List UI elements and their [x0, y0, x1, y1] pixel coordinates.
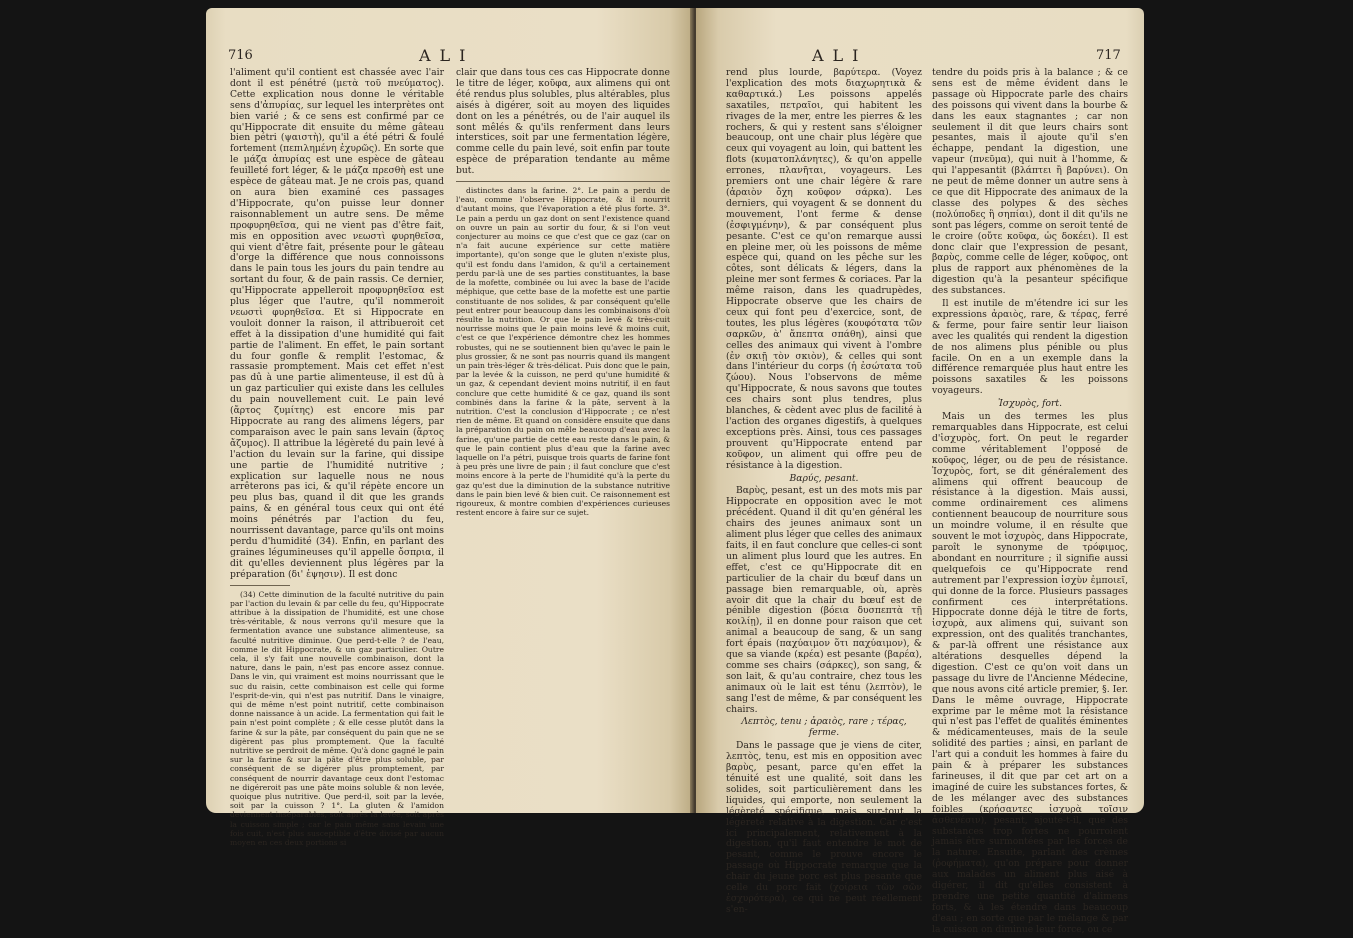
paragraph: Il est inutile de m'étendre ici sur les expressions ἀραιὸς, rare, & τέρας, ferré & ferme, pour faire sentir leur liaison avec les qualités qui rendent la digestion de nos alimens plus pénible ou plus facile. On en a un exemple dans la différence remarquée plus haut entre les poissons saxatiles & les poissons voyageurs.	[932, 298, 1128, 397]
running-header: ALI	[812, 46, 868, 65]
paragraph: l'aliment qu'il contient est chassée avec l'air dont il est pénétré (μετὰ τοῦ πνεύματος). Cette explication nous donne le véritable sens d'ἀπυρίας, sur lequel les interprètes ont bien varié ; & ce sens est confirmé par ce qu'Hippocrate dit ensuite du même gâteau bien pétri (ψαιστὴ), qu'il a été pétri & foulé fortement (πεπιλημένη ἐχυρῶς). En sorte que le μάζα ἀπυρίας est une espèce de gâteau feuilleté fort léger, & le μάζα πρεσθὴ est une espèce de gâteau mat. Je ne crois pas, quand on aura bien examiné ces passages d'Hippocrate, qu'on puisse leur donner raisonnablement un autre sens. De même προφυρηθεῖσα, qui ne vient pas d'être fait, mis en opposition avec νεωστὶ φυρηθεῖσα, qui vient d'être fait, présente pour le gâteau d'orge la différence que nous connoissons dans le pain tous les jours du pain tendre au sortant du four, & de pain rassis. Ce dernier, qu'Hippocrate appelleroit προφυρηθεῖσα est plus léger que l'autre, qu'il nommeroit νεωστὶ φυρηθεῖσα. Et si Hippocrate en vouloit donner la raison, il attribueroit cet effet à la dissipation d'une humidité qui fait partie de l'aliment. En effet, le pain sortant du four gonfle & remplit l'estomac, & rassasie promptement. Mais cet effet n'est pas dû à une partie alimenteuse, il est dû à un gaz particulier qui existe dans les cellules du pain nouvellement cuit. Le pain levé (ἄρτος ζυμίτης) est encore mis par Hippocrate au rang des alimens légers, par comparaison avec le pain sans levain (ἄρτος ἄζυμος). Il attribue la légèreté du pain levé à l'action du levain sur la farine, qui dissipe une partie de l'humidité nutritive ; explication sur laquelle nous ne nous arrêterons pas ici, & qu'il répète encore un peu plus bas, quand il dit que les grands pains, & en général tous ceux qui ont été moins pénétrés par l'action du feu, nourrissent davantage, parce qu'ils ont moins perdu d'humidité (34). Enfin, en parlant des graines légumineuses qu'il appelle ὄσπρια, il dit qu'elles deviennent plus légères par la préparation (δι' ἑψησιν). Il est donc	[230, 67, 444, 580]
paragraph: Mais un des termes les plus remarquables dans Hippocrate, est celui d'ἰσχυρὸς, fort. On peut le regarder comme véritablement l'opposé de κοῦφος, léger, ou de peu de résistance. Ἰσχυρὸς, fort, se dit généralement des alimens qui offrent beaucoup de résistance à la digestion. Mais aussi, comme ordinairement ces alimens contiennent beaucoup de nourriture sous un moindre volume, il en résulte que souvent le mot ἰσχυρὸς, dans Hippocrate, paroît le synonyme de τρόφιμος, abondant en nourriture ; il signifie aussi quelquefois ce qu'Hippocrate rend autrement par l'expression ἰσχὺν ἐμποιεῖ, qui donne de la force. Plusieurs passages confirment ces interprétations. Hippocrate donne déjà le titre de forts, ἰσχυρὰ, aux alimens qui, suivant son expression, ont des qualités tranchantes, & par-là offrent une résistance aux altérations desquelles dépend la digestion. C'est ce qu'on voit dans un passage du livre de l'Ancienne Médecine, que nous avons cité article premier, §. Ier. Dans le même ouvrage, Hippocrate exprime par le même mot la résistance qui n'est pas l'effet de qualités éminentes & médicamenteuses, mais de la seule solidité des parties ; ainsi, en parlant de l'art qui a conduit les hommes à faire du pain & à préparer les substances farineuses, il dit que par cet art on a imaginé de cuire les substances fortes, & de les mélanger avec des substances foibles (κρήσαντες ἰσχυρὰ τοῖσιν ἀσθενέσιν), pesant, ajoute-t-il, que des substances trop fortes ne pourroient jamais être surmontées par les forces de la nature. Ensuite, parlant des crèmes (ῥοφήματα), qu'on prépare pour donner aux malades un aliment plus aisé à digérer, il dit qu'elles consistent à prendre une petite quantité d'alimens forts, & à les étendre dans beaucoup d'eau ; en sorte que par le mélange & par la cuisson on diminue leur force, ou ce	[932, 411, 1128, 935]
footnote: (34) Cette diminution de la faculté nutritive du pain par l'action du levain & par celle du feu, qu'Hippocrate attribue à la dissipation de l'humidité, est une chose très-véritable, & nous verrons qu'il mesure que la fermentation avance une substance alimenteuse, sa faculté nutritive diminue. Que perd-t-elle ? de l'eau, comme le dit Hippocrate, & un gaz particulier. Outre cela, il s'y fait une nouvelle combinaison, dont la nature, dans le pain, n'est pas encore assez connue. Dans le vin, qui vraiment est moins nourrissant que le suc du raisin, cette combinaison est celle qui forme l'esprit-de-vin, qui n'est pas nutritif. Dans le vinaigre, qui de même n'est point nutritif, cette combinaison donne naissance à un acide. La fermentation qui fait le pain n'est point complète ; & elle cesse plutôt dans la farine & sur la pâte, par conséquent du pain que ne se digèrent pas plus promptement. Que la faculté nutritive se perdroit de même. Qu'à donc gagné le pain sur la farine & sur la pâte d'être plus soluble, par conséquent de se digérer plus promptement, par conséquent de nourrir davantage ceux dont l'estomac ne digéreroit pas une pâte moins soluble & non levée, quoique plus nutritive. Que perd-il, soit par la levée, soit par la cuisson ? 1°. La gluten & l'amidon deviennent inséparables, soit après la levée, soit après la cuisson simple ; car le pain même sans levain une fois cuit, n'est plus susceptible d'être divisé par aucun moyen en ces deux portions si	[230, 589, 444, 848]
right-column-2	[932, 68, 1128, 938]
left-page	[206, 8, 694, 848]
footnote: distinctes dans la farine. 2°. Le pain a perdu de l'eau, comme l'observe Hippocrate, & il nourrit d'autant moins, que l'évaporation a été plus forte. 3°. Le pain a perdu un gaz dont on sent l'existence quand on ouvre un pain au sortir du four, & si l'on veut conjecturer au moins ce que c'est que ce gaz (car on n'a fait aucune expérience sur cette matière importante), qu'on songe que le gluten n'existe plus, qu'il est fondu dans l'amidon, & qu'il a certainement perdu par-là une de ses parties constituantes, la base de la mofette, combinée ou lui avec la base de l'acide méphique, que cette base de la mofette est une partie constituante de nos solides, & par conséquent qu'elle peut entrer pour beaucoup dans les combinaisons d'où résulte la nutrition. Or que le pain levé & très-cuit nourrisse moins que le pain moins levé & moins cuit, c'est ce que l'expérience démontre chez les hommes robustes, qui ne se soutiennent bien qu'avec le pain le plus grossier, & ne sont pas nourris quand ils mangent un pain très-léger & très-délicat. Puis donc que le pain, par la levée & la cuisson, ne perd qu'une humidité & un gaz, & cependant devient moins nutritif, il en faut conclure que cette humidité & ce gaz, quand ils sont combinés dans la farine & la pâte, servent à la nutrition. C'est la conclusion d'Hippocrate ; ce n'est rien de même. Et quand on considère ensuite que dans la préparation du pain on mêle beaucoup d'eau avec la farine, qu'une partie de cette eau reste dans le pain, & que le pain contient plus d'eau que la farine avec laquelle on l'a pétri, puisque trois quarts de farine font à peu près une livre de pain ; il faut conclure que c'est moins encore à la perte de l'humidité qu'à la perte du gaz qu'est due la diminution de la substance nutritive dans le pain bien levé & bien cuit. Ce raisonnement est rigoureux, & montre combien d'expériences curieuses restent encore à faire sur ce sujet.	[456, 186, 670, 518]
paragraph: tendre du poids pris à la balance ; & ce sens est de même évident dans le passage où Hippocrate parle des chairs des poissons qui vivent dans la bourbe & dans les eaux stagnantes ; car non seulement il dit que leurs chairs sont pesantes, mais il ajoute qu'il s'en échappe, pendant la digestion, une vapeur (πνεῦμα), qui nuit à l'homme, & qui l'appesantit (βλάπτει ἢ βαρύνει). On ne peut de même donner un autre sens à ce que dit Hippocrate des animaux de la classe des polypes & des sèches (πολύποδες ἢ σηπίαι), dont il dit qu'ils ne sont pas légers, comme on seroit tenté de le croire (οὔτε κοῦφα, ὡς δοκέει). Il est donc clair que l'expression de pesant, βαρὺς, comme celle de léger, κοῦφος, ont plus de rapport aux phénomènes de la digestion qu'à la pesanteur spécifique des substances.	[932, 67, 1128, 297]
running-header: ALI	[419, 46, 475, 65]
right-page-header	[696, 44, 1144, 66]
paragraph: Βαρὺς, pesant, est un des mots mis par Hippocrate en opposition avec le mot précédent. Quand il dit qu'en général les chairs des jeunes animaux sont un aliment plus léger que celles des animaux faits, il en faut conclure que celles-ci sont un aliment plus lourd que les autres. En effet, c'est ce qu'Hippocrate dit en particulier de la chair du bœuf dans un passage bien remarquable, où, après avoir dit que la chair du bœuf est de pénible digestion (βόεια δυσπεπτὰ τῇ κοιλίῃ), il en donne pour raison que cet animal a beaucoup de sang, & un sang fort épais (παχύαιμον ὅτι παχύαιμον), & que sa viande (κρέα) est pesante (βαρέα), comme ses chairs (σάρκες), son sang, & son lait, & qu'au contraire, chez tous les animaux où le lait est ténu (λεπτὸν), le sang l'est de même, & par conséquent les chairs.	[726, 485, 922, 715]
paragraph: clair que dans tous ces cas Hippocrate donne le titre de léger, κοῦφα, aux alimens qui ont été rendus plus solubles, plus altérables, plus aisés à digérer, soit au moyen des liquides dont on les a pénétrés, ou de l'air auquel ils sont mêlés & qu'ils renferment dans leurs interstices, soit par une fermentation légère, comme celle du pain levé, soit enfin par toute espèce de préparation tendante au même but.	[456, 67, 670, 177]
paragraph: Dans le passage que je viens de citer, λεπτὸς, tenu, est mis en opposition avec βαρὺς, pesant, parce qu'en effet la ténuité est une qualité, soit dans les solides, soit particulièrement dans les liquides, qui emporte, non seulement la légèreté spécifique, mais sur-tout la légèreté relative à la digestion. Car c'est ici principalement, relativement à la digestion, qu'il faut entendre le mot de pesant, comme le prouve encore le passage où Hippocrate remarque que la chair du jeune porc est plus pesante que celle du porc fait (χοίρεια τῶν σῶν ἐσχυρότερα), ce qui ne peut réellement s'en-	[726, 740, 922, 915]
page-number: 716	[228, 48, 253, 63]
left-column-2	[456, 68, 670, 519]
footnote-rule	[456, 181, 670, 182]
footnote-rule	[230, 585, 290, 586]
section-heading: Λεπτὸς, tenu ; ἀραιὸς, rare ; τέρας, ferme.	[741, 716, 907, 739]
paragraph: rend plus lourde, βαρύτερα. (Voyez l'explication des mots διαχωρητικὰ & καθαρτικά.) Les poissons appelés saxatiles, πετραῖοι, qui habitent les rivages de la mer, entre les pierres & les rochers, & qui y restent sans s'éloigner beaucoup, ont une chair plus légère que ceux qui voyagent au loin, qui battent les flots (κυματοπλάνητες), & qu'on appelle errones, πλανῆται, voyageurs. Les premiers ont une chair légère & rare (ἀραιὸν ὄχη κοῦφον σάρκα). Les derniers, qui voyagent & se donnent du mouvement, l'ont ferme & dense (ἐσφιγμένην), & par conséquent plus pesante. C'est ce qu'on remarque aussi en pleine mer, où les poissons de même espèce qui, quand on les pêche sur les côtes, sont délicats & légers, dans la pleine mer sont fermes & coriaces. Par la même raison, dans les quadrupèdes, Hippocrate observe que les chairs de ceux qui font peu d'exercice, sont, de toutes, les plus légères (κουφότατα τῶν σαρκῶν, ὰ' ἄπεπτα σπάθη), ainsi que celles des animaux qui vivent à l'ombre (ἐν σκιῇ τὸν σκιὸν), & celles qui sont dans l'intérieur du corps (ἡ ἐσώτατα τοῦ ζώου). Nous l'observons de même qu'Hippocrate, & nous savons que toutes ces chairs sont plus tendres, plus blanches, & cèdent avec plus de facilité à l'action des organes digestifs, à quelques exceptions près. Ainsi, tous ces passages prouvent qu'Hippocrate entend par κοῦφον, un aliment qui offre peu de résistance à la digestion.	[726, 67, 922, 471]
open-book	[206, 8, 1144, 935]
left-page-header	[206, 44, 694, 66]
page-number: 717	[1096, 48, 1121, 63]
section-heading: Βαρύς, pesant.	[789, 472, 859, 484]
right-column-1	[726, 68, 922, 918]
right-page	[696, 8, 1144, 935]
section-heading: Ἰσχυρὸς, fort.	[997, 398, 1063, 410]
left-column-1	[230, 68, 444, 849]
